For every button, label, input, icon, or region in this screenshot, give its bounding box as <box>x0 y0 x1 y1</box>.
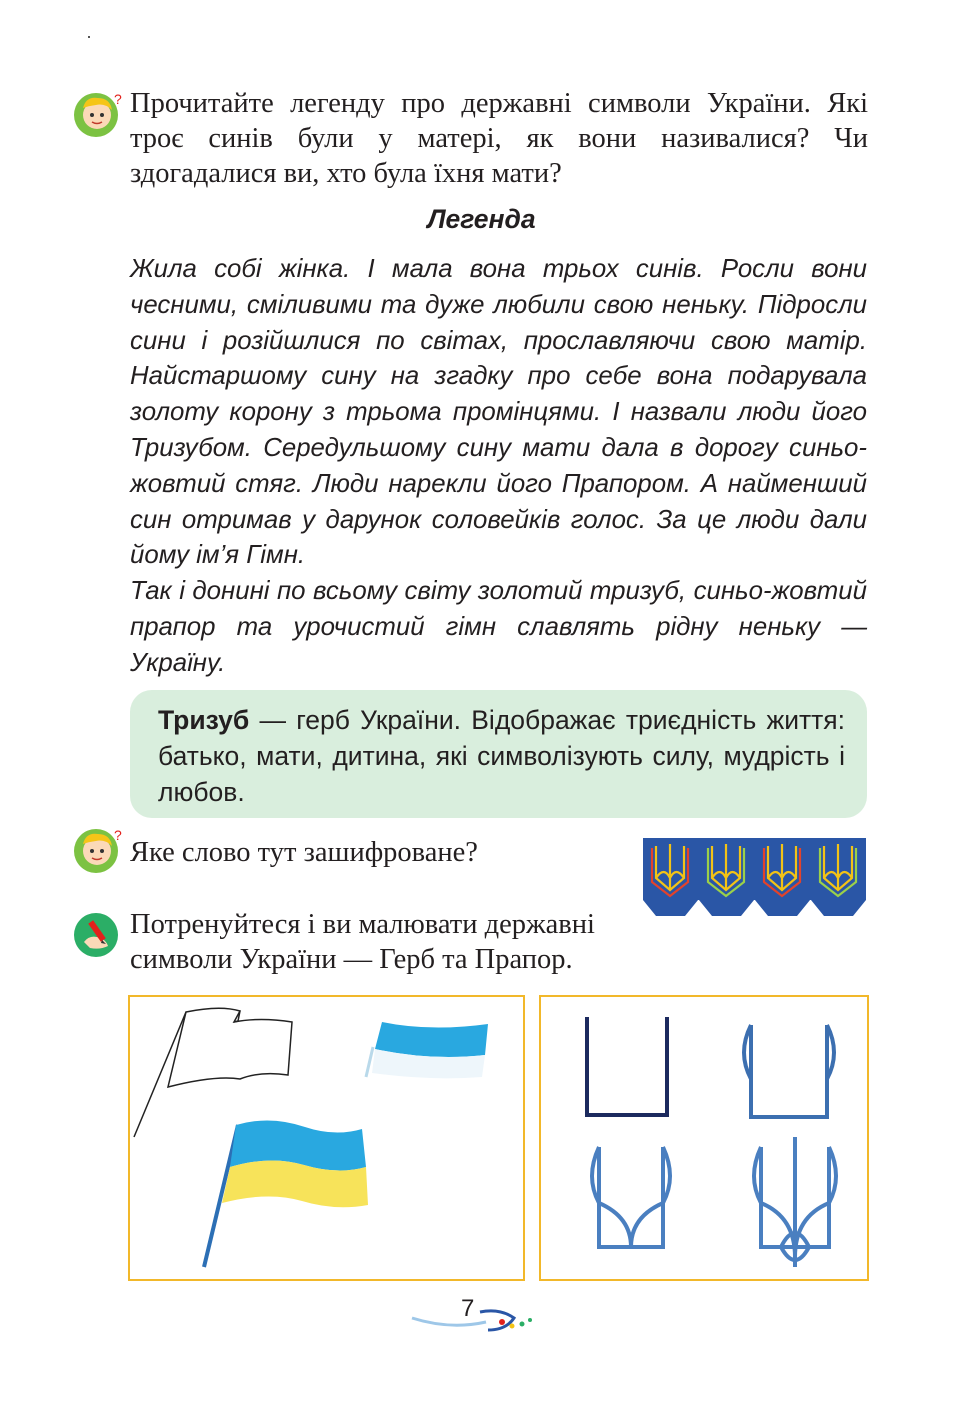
definition-box <box>130 690 867 818</box>
legend-paragraph: Жила собі жінка. І мала вона трьох синів. Росли вони чесними, сміливими та дуже любили свою неньку. Підросли сини і розійшлися по світах, прославляючи свою матір. Найстаршому сину на згадку про себе вона подарувала золоту корону з трьома промінцями. І назвали люди його Тризубом. Середульшому сину мати дала в дорогу синьо-жовтий стяг. Люди нарекли його Прапором. А найменший син отримав у дарунок соловейків голос. За це люди дали йому ім’я Гімн. <box>130 255 867 570</box>
flag-drawing-steps-image <box>130 997 523 1279</box>
svg-text:?: ? <box>114 91 122 107</box>
task-question: Яке слово тут зашифроване? <box>130 837 478 868</box>
definition-text <box>158 702 845 810</box>
legend-text <box>130 252 867 682</box>
task-instruction: Потренуйтеся і ви малювати державні символи України — Герб та Прапор. <box>130 909 595 975</box>
legend-title: Легенда <box>427 204 536 234</box>
pencil-hand-icon <box>72 910 122 960</box>
legend-paragraph: Так і донині по всьому світу золотий тризуб, синьо-жовтий прапор та урочистий гімн славлять рідну неньку — Україну. <box>130 577 867 677</box>
definition-description: — герб України. Відображає триєдність життя: батько, мати, дитина, які символізують силу, мудрість і любов. <box>158 705 845 807</box>
page-swoosh-decoration <box>410 1300 540 1336</box>
trident-drawing-steps-image <box>541 997 867 1279</box>
thinking-boy-icon <box>72 826 122 876</box>
task-instruction: Прочитайте легенду про державні символи України. Які троє синів були у матері, як вони називалися? Чи здогадалися ви, хто була їхня мати? <box>130 88 868 189</box>
flag-drawing-frame <box>128 995 525 1281</box>
stray-dot <box>88 36 90 38</box>
definition-term: Тризуб <box>158 705 250 735</box>
trident-drawing-frame <box>539 995 869 1281</box>
page-number: 7 <box>461 1295 475 1322</box>
trident-ornament-image <box>643 838 866 918</box>
svg-text:?: ? <box>114 827 122 843</box>
thinking-boy-icon <box>72 90 122 140</box>
